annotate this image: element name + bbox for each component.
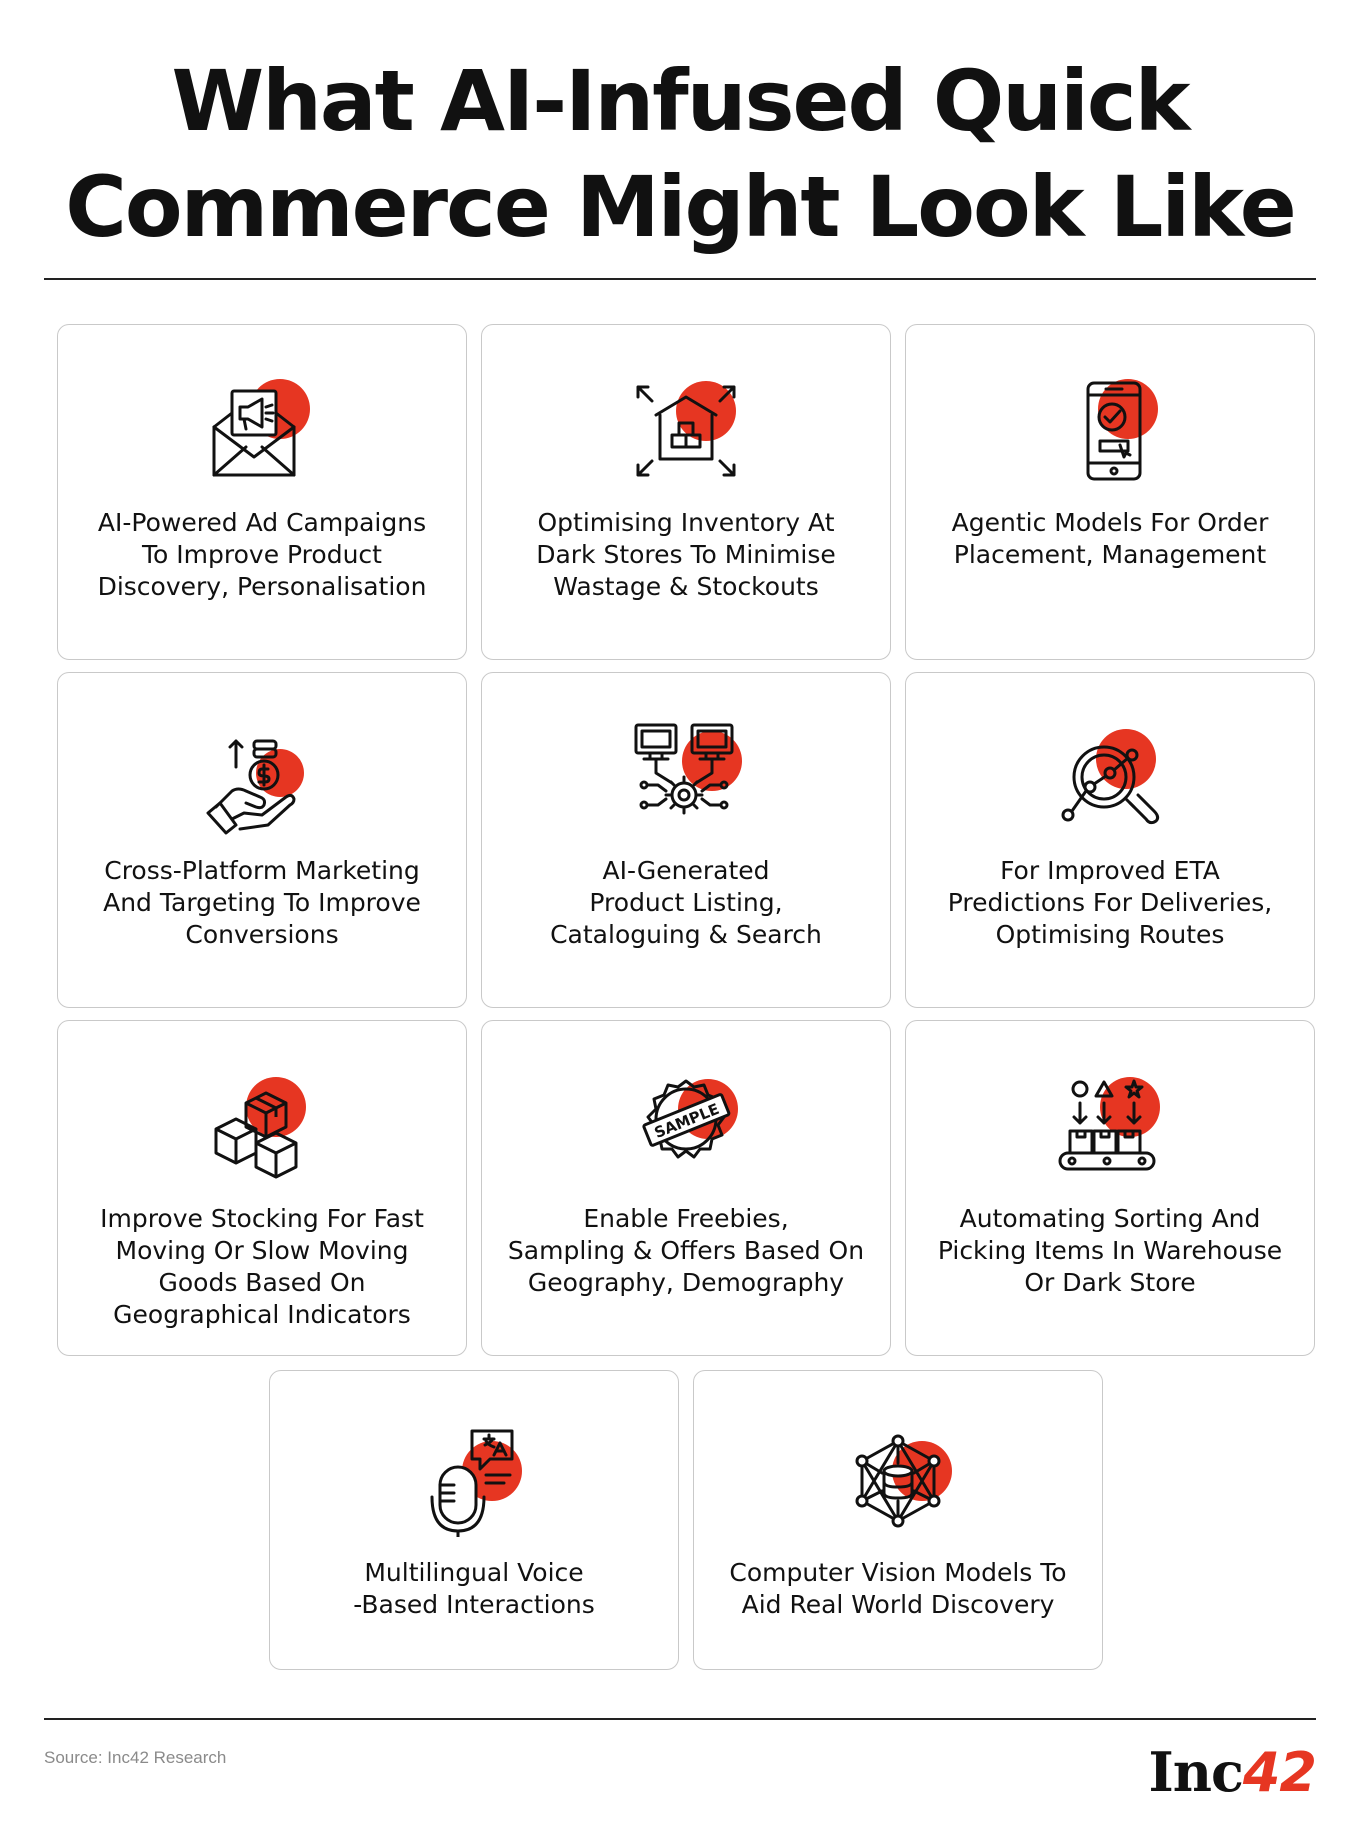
logo-number: 42 <box>1242 1741 1316 1804</box>
card-label: AI-Powered Ad Campaigns To Improve Product Discovery, Personalisation <box>97 508 427 601</box>
card-computer-vision <box>693 1370 1103 1670</box>
card-label: Optimising Inventory At Dark Stores To Minimise Wastage & Stockouts <box>536 508 836 601</box>
smartphone-check-icon <box>1050 375 1170 485</box>
sample-stamp-icon <box>626 1073 746 1183</box>
card-label: Automating Sorting And Picking Items In Warehouse Or Dark Store <box>937 1204 1283 1297</box>
card-cross-platform <box>57 672 467 1008</box>
warehouse-icon <box>626 375 746 485</box>
card-eta-predictions <box>905 672 1315 1008</box>
card-inventory <box>481 324 891 660</box>
card-label: Improve Stocking For Fast Moving Or Slow Moving Goods Based On Geographical Indicators <box>100 1204 424 1329</box>
card-label: Computer Vision Models To Aid Real World Discovery <box>729 1558 1067 1619</box>
svg-text:SAMPLE: SAMPLE <box>651 1099 722 1142</box>
card-agentic-models <box>905 324 1315 660</box>
card-ai-listing <box>481 672 891 1008</box>
card-label: Cross-Platform Marketing And Targeting To Improve Conversions <box>103 856 421 949</box>
hand-coins-icon <box>202 733 322 843</box>
card-stocking <box>57 1020 467 1356</box>
card-label: Multilingual Voice -Based Interactions <box>353 1558 595 1619</box>
logo-text: Inc <box>1148 1740 1243 1804</box>
microphone-translate-icon <box>414 1427 534 1537</box>
network-database-icon <box>838 1427 958 1537</box>
title-line-2: Commerce Might Look Like <box>65 158 1295 256</box>
page-title <box>0 48 1360 260</box>
boxes-icon <box>202 1073 322 1183</box>
conveyor-sorting-icon <box>1050 1073 1170 1183</box>
magnifier-route-icon <box>1050 725 1170 835</box>
source-note: Source: Inc42 Research <box>44 1748 227 1767</box>
card-label: For Improved ETA Predictions For Deliveries, Optimising Routes <box>947 856 1273 949</box>
card-ad-campaigns <box>57 324 467 660</box>
title-line-1: What AI-Infused Quick <box>171 52 1189 150</box>
monitors-gear-icon <box>626 719 746 829</box>
inc42-logo <box>1148 1742 1316 1803</box>
megaphone-envelope-icon <box>202 375 322 485</box>
top-divider <box>44 278 1316 280</box>
card-sorting <box>905 1020 1315 1356</box>
card-label: Agentic Models For Order Placement, Management <box>951 508 1269 569</box>
card-voice <box>269 1370 679 1670</box>
bottom-divider <box>44 1718 1316 1720</box>
card-label: Enable Freebies, Sampling & Offers Based On Geography, Demography <box>507 1204 865 1297</box>
card-label: AI-Generated Product Listing, Cataloguing & Search <box>550 856 822 949</box>
card-freebies <box>481 1020 891 1356</box>
